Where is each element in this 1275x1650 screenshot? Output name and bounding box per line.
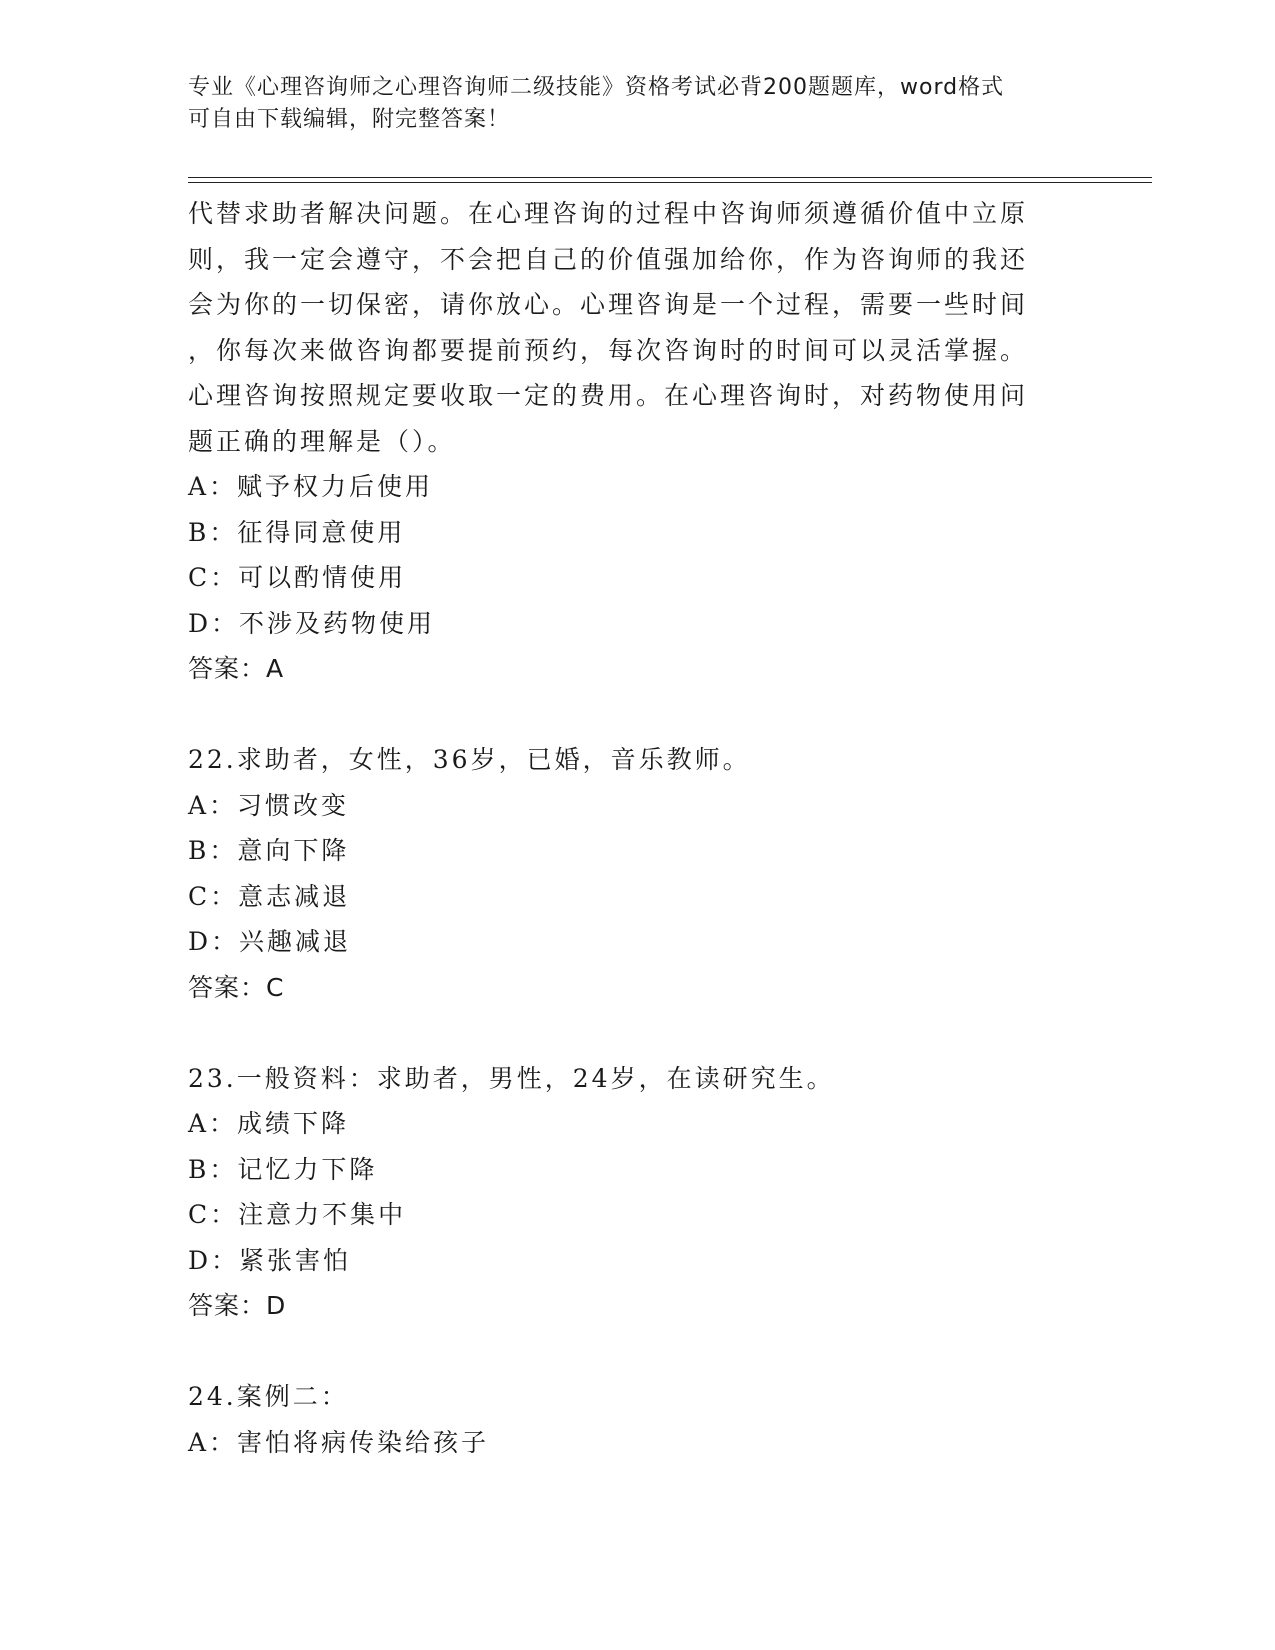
- document-header: [188, 72, 1068, 136]
- option-a: A：习惯改变: [188, 790, 350, 820]
- question-content: [188, 191, 1118, 1465]
- question-21: [188, 191, 1118, 692]
- option-d: D：兴趣减退: [188, 927, 352, 956]
- option-d: D：紧张害怕: [188, 1245, 352, 1275]
- question-stem: 22.求助者，女性，36岁，已婚，音乐教师。: [188, 745, 751, 774]
- question-stem-line: ，你每次来做咨询都要提前预约，每次咨询时的时间可以灵活掌握。: [188, 335, 1029, 365]
- answer-label: 答案：A: [188, 654, 285, 683]
- option-a: A：害怕将病传染给孩子: [188, 1427, 490, 1457]
- question-stem: 23.一般资料：求助者，男性，24岁，在读研究生。: [188, 1063, 835, 1093]
- question-stem-line: 会为你的一切保密，请你放心。心理咨询是一个过程，需要一些时间: [188, 290, 1029, 319]
- question-24: [188, 1374, 1118, 1465]
- option-b: B：记忆力下降: [188, 1154, 378, 1184]
- option-a: A：成绩下降: [188, 1109, 350, 1138]
- header-divider-bottom: [188, 182, 1152, 183]
- question-stem-line: 则，我一定会遵守，不会把自己的价值强加给你，作为咨询师的我还: [188, 244, 1029, 274]
- answer-label: 答案：C: [188, 972, 285, 1002]
- answer-label: 答案：D: [188, 1291, 287, 1320]
- option-c: C：注意力不集中: [188, 1200, 407, 1229]
- header-line-1: 专业《心理咨询师之心理咨询师二级技能》资格考试必背200题题库，word格式: [188, 75, 1005, 100]
- option-c: C：可以酌情使用: [188, 563, 407, 592]
- question-22: [188, 737, 1118, 1010]
- question-stem: 24.案例二：: [188, 1382, 349, 1411]
- spacer: [188, 1010, 1118, 1056]
- question-stem-line: 代替求助者解决问题。在心理咨询的过程中咨询师须遵循价值中立原: [188, 199, 1029, 228]
- option-a: A：赋予权力后使用: [188, 472, 434, 501]
- spacer: [188, 692, 1118, 738]
- question-stem-line: 心理咨询按照规定要收取一定的费用。在心理咨询时，对药物使用问: [188, 381, 1029, 410]
- option-c: C：意志减退: [188, 881, 351, 911]
- header-divider-top: [188, 177, 1152, 178]
- question-stem-line: 题正确的理解是（）。: [188, 426, 456, 456]
- question-23: [188, 1056, 1118, 1329]
- option-d: D：不涉及药物使用: [188, 608, 436, 638]
- header-line-2: 可自由下载编辑，附完整答案！: [188, 107, 511, 132]
- option-b: B：征得同意使用: [188, 517, 406, 547]
- option-b: B：意向下降: [188, 836, 350, 865]
- spacer: [188, 1329, 1118, 1375]
